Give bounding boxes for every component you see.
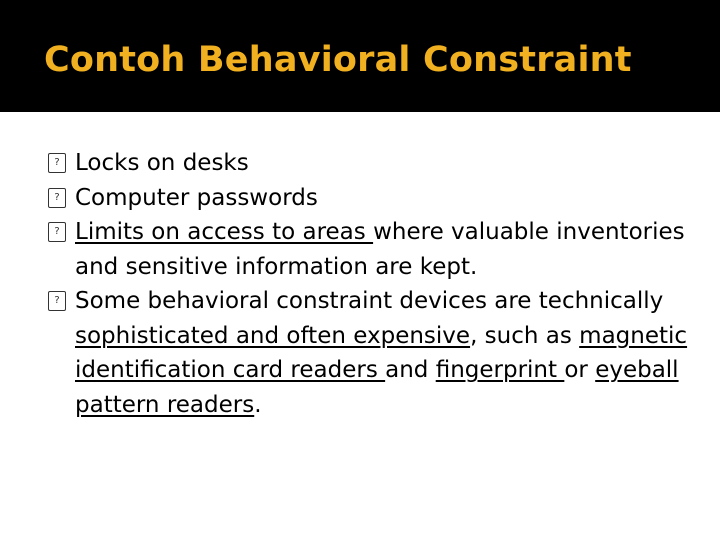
title-bar xyxy=(0,0,720,112)
bullet-text-segment: . xyxy=(254,391,262,418)
bullet-text-segment: Locks on desks xyxy=(75,150,249,176)
bullet-text-underlined: fingerprint xyxy=(435,357,565,383)
bullet-item xyxy=(48,215,708,284)
bullet-text-underlined: Limits on access to areas xyxy=(75,219,374,245)
bullet-item xyxy=(48,181,708,216)
bullet-text-underlined: magnetic identification card readers xyxy=(75,322,688,383)
bullet-item xyxy=(48,284,708,422)
bullet-text-underlined: eyeball pattern readers xyxy=(75,357,679,418)
bullet-marker-icon: ? xyxy=(48,153,66,173)
bullet-marker-icon: ? xyxy=(48,291,66,311)
bullet-text-segment: or xyxy=(564,357,596,383)
bullet-marker-icon: ? xyxy=(48,188,66,208)
bullet-text-underlined: sophisticated and often expensive xyxy=(75,322,471,349)
bullet-marker-icon: ? xyxy=(48,222,66,242)
bullet-text-segment: Some behavioral constraint devices are technically xyxy=(75,288,664,314)
bullet-text-segment: Computer passwords xyxy=(75,184,318,211)
bullet-text-segment: , such as xyxy=(470,322,580,349)
bullet-text-segment: where valuable inventories and sensitive information are kept. xyxy=(75,219,685,280)
slide-title: Contoh Behavioral Constraint xyxy=(44,40,632,80)
bullet-text-segment: and xyxy=(385,357,436,383)
bullet-list xyxy=(48,146,708,422)
bullet-item xyxy=(48,146,708,181)
